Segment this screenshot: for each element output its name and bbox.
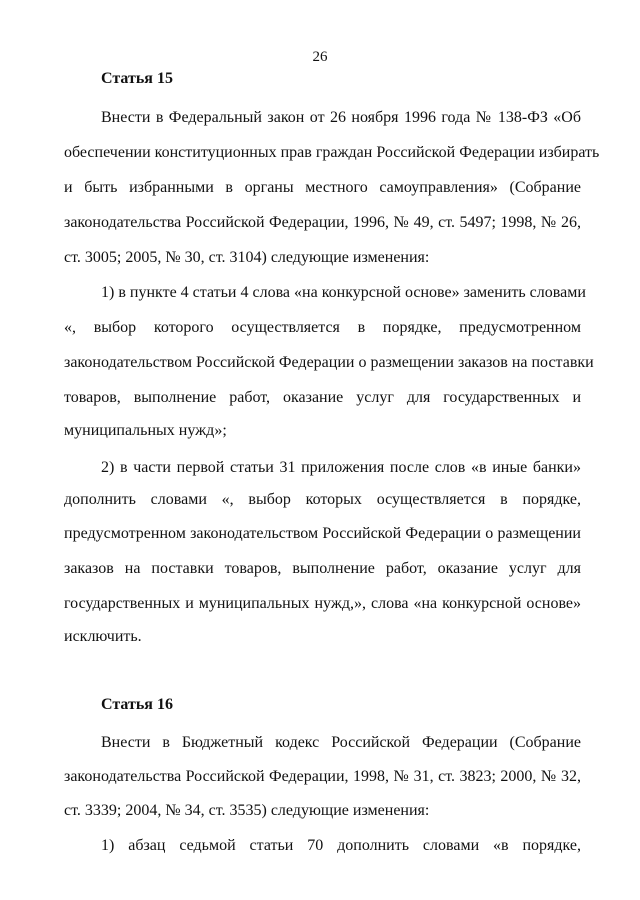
- paragraph-line: Внести в Федеральный закон от 26 ноября 1996 года № 138-ФЗ «Об: [101, 109, 581, 126]
- paragraph-line: законодательства Российской Федерации, 1996, № 49, ст. 5497; 1998, № 26,: [64, 214, 581, 231]
- paragraph-line: законодательства Российской Федерации, 1998, № 31, ст. 3823; 2000, № 32,: [64, 768, 581, 785]
- page-number: 26: [312, 49, 328, 65]
- paragraph-line: обеспечении конституционных прав граждан Российской Федерации избирать: [64, 144, 600, 161]
- paragraph-line: заказов на поставки товаров, выполнение работ, оказание услуг для: [64, 560, 581, 577]
- paragraph-line: ст. 3005; 2005, № 30, ст. 3104) следующие изменения:: [64, 249, 430, 266]
- paragraph-line: дополнить словами «, выбор которых осуществляется в порядке,: [64, 491, 581, 508]
- paragraph-line: предусмотренном законодательством Российской Федерации о размещении: [64, 525, 581, 542]
- paragraph-line: законодательством Российской Федерации о размещении заказов на поставки: [64, 354, 594, 371]
- paragraph-line: исключить.: [64, 628, 142, 645]
- article-15-heading: Статья 15: [101, 70, 173, 87]
- paragraph-line: государственных и муниципальных нужд,», слова «на конкурсной основе»: [64, 595, 581, 612]
- paragraph-line: «, выбор которого осуществляется в порядке, предусмотренном: [64, 319, 581, 336]
- paragraph-line: ст. 3339; 2004, № 34, ст. 3535) следующие изменения:: [64, 802, 430, 819]
- paragraph-line: 1) в пункте 4 статьи 4 слова «на конкурсной основе» заменить словами: [101, 284, 586, 301]
- paragraph-line: и быть избранными в органы местного самоуправления» (Собрание: [64, 179, 581, 196]
- paragraph-line: Внести в Бюджетный кодекс Российской Федерации (Собрание: [101, 734, 581, 751]
- paragraph-line: товаров, выполнение работ, оказание услуг для государственных и: [64, 389, 581, 406]
- paragraph-line: 2) в части первой статьи 31 приложения после слов «в иные банки»: [101, 459, 581, 476]
- paragraph-line: муниципальных нужд»;: [64, 422, 227, 439]
- article-16-heading: Статья 16: [101, 696, 173, 713]
- paragraph-line: 1) абзац седьмой статьи 70 дополнить словами «в порядке,: [101, 837, 581, 854]
